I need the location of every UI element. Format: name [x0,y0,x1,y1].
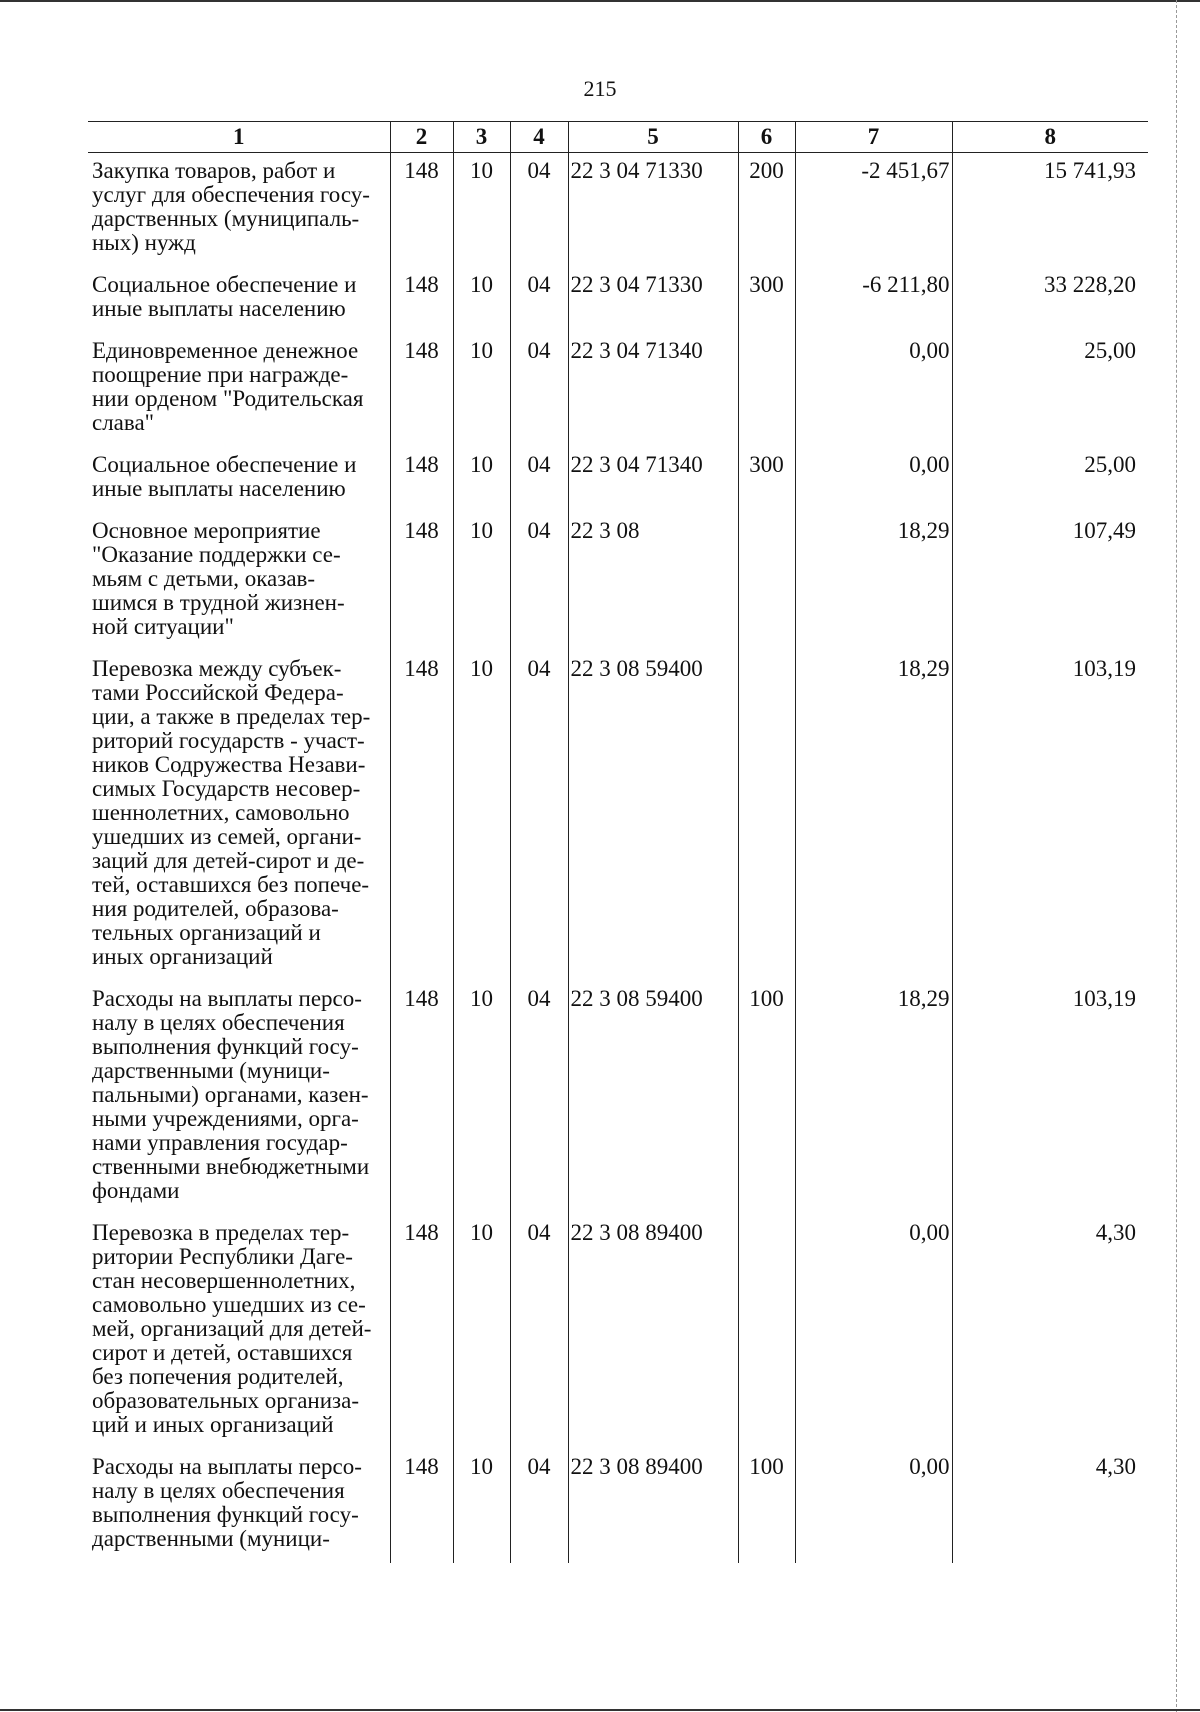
cell-change-amount: -2 451,67 [795,153,952,268]
cell-subsection: 04 [510,1449,568,1563]
cell-target-article: 22 3 04 71340 [568,333,738,447]
table-row [88,447,1148,513]
cell-name-line: ушедших из семей, органи- [92,824,362,849]
table-header [88,122,1148,153]
cell-change-amount: 0,00 [795,1449,952,1563]
cell-total-amount: 15 741,93 [952,153,1148,268]
cell-name [88,153,390,268]
cell-name-line: без попечения родителей, [92,1364,344,1389]
cell-subsection: 04 [510,1215,568,1449]
cell-name-line: мей, организаций для детей- [92,1316,372,1341]
cell-section: 10 [453,267,510,333]
budget-table [88,121,1148,1563]
cell-name-line: ственными внебюджетными [92,1154,370,1179]
cell-target-article: 22 3 08 59400 [568,651,738,981]
cell-name [88,447,390,513]
cell-name-line: Социальное обеспечение и [92,272,357,297]
header-col-2: 2 [390,122,453,153]
cell-section: 10 [453,651,510,981]
cell-name-line: дарственными (муници- [92,1058,330,1083]
cell-change-amount: 0,00 [795,447,952,513]
cell-name-line: шимся в трудной жизнен- [92,590,345,615]
cell-grbs: 148 [390,981,453,1215]
cell-name [88,333,390,447]
cell-name-line: нами управления государ- [92,1130,348,1155]
cell-name-line: риторий государств - участ- [92,728,365,753]
cell-grbs: 148 [390,513,453,651]
cell-target-article: 22 3 08 89400 [568,1215,738,1449]
header-col-8: 8 [952,122,1148,153]
cell-total-amount: 4,30 [952,1449,1148,1563]
cell-subsection: 04 [510,267,568,333]
cell-target-article: 22 3 04 71330 [568,153,738,268]
cell-name-line: мьям с детьми, оказав- [92,566,316,591]
cell-change-amount: -6 211,80 [795,267,952,333]
cell-subsection: 04 [510,153,568,268]
cell-change-amount: 18,29 [795,513,952,651]
cell-name-line: иные выплаты населению [92,296,346,321]
cell-subsection: 04 [510,981,568,1215]
cell-total-amount: 103,19 [952,651,1148,981]
cell-name-line: Расходы на выплаты персо- [92,986,362,1011]
cell-name-line: ния родителей, образова- [92,896,339,921]
cell-name-line: дарственных (муниципаль- [92,206,360,231]
cell-target-article: 22 3 08 [568,513,738,651]
cell-name-line: ников Содружества Незави- [92,752,366,777]
cell-name-line: шеннолетних, самовольно [92,800,350,825]
cell-subsection: 04 [510,651,568,981]
cell-target-article: 22 3 04 71330 [568,267,738,333]
cell-change-amount: 0,00 [795,333,952,447]
cell-section: 10 [453,333,510,447]
cell-name-line: выполнения функций госу- [92,1034,359,1059]
cell-expense-type: 100 [738,1449,795,1563]
cell-name-line: Расходы на выплаты персо- [92,1454,362,1479]
scan-edge-right [1176,0,1177,1712]
cell-name-line: поощрение при награжде- [92,362,349,387]
table-row [88,981,1148,1215]
cell-grbs: 148 [390,1449,453,1563]
cell-name-line: налу в целях обеспечения [92,1010,345,1035]
cell-name [88,267,390,333]
cell-section: 10 [453,1215,510,1449]
table-row [88,1215,1148,1449]
cell-name-line: ций и иных организаций [92,1412,334,1437]
cell-name-line: самовольно ушедших из се- [92,1292,366,1317]
table-row [88,267,1148,333]
cell-name-line: фондами [92,1178,180,1203]
cell-expense-type [738,1215,795,1449]
cell-name-line: ции, а также в пределах тер- [92,704,371,729]
cell-expense-type [738,333,795,447]
cell-name-line: выполнения функций госу- [92,1502,359,1527]
cell-total-amount: 107,49 [952,513,1148,651]
cell-name-line: заций для детей-сирот и де- [92,848,365,873]
cell-name-line: Основное мероприятие [92,518,321,543]
header-col-5: 5 [568,122,738,153]
cell-grbs: 148 [390,153,453,268]
cell-grbs: 148 [390,267,453,333]
cell-change-amount: 0,00 [795,1215,952,1449]
cell-total-amount: 4,30 [952,1215,1148,1449]
cell-total-amount: 25,00 [952,333,1148,447]
cell-name-line: ными учреждениями, орга- [92,1106,359,1131]
cell-subsection: 04 [510,333,568,447]
table-row [88,513,1148,651]
table-row [88,333,1148,447]
cell-name [88,981,390,1215]
cell-name-line: симых Государств несовер- [92,776,361,801]
cell-grbs: 148 [390,333,453,447]
cell-grbs: 148 [390,651,453,981]
cell-expense-type: 300 [738,447,795,513]
cell-name-line: услуг для обеспечения госу- [92,182,370,207]
cell-name-line: Единовременное денежное [92,338,359,363]
cell-name-line: сирот и детей, оставшихся [92,1340,353,1365]
cell-change-amount: 18,29 [795,981,952,1215]
cell-section: 10 [453,153,510,268]
cell-grbs: 148 [390,447,453,513]
cell-name-line: пальными) органами, казен- [92,1082,369,1107]
cell-expense-type: 200 [738,153,795,268]
cell-expense-type [738,651,795,981]
cell-target-article: 22 3 08 59400 [568,981,738,1215]
cell-name-line: Социальное обеспечение и [92,452,357,477]
header-col-7: 7 [795,122,952,153]
cell-name-line: налу в целях обеспечения [92,1478,345,1503]
cell-target-article: 22 3 04 71340 [568,447,738,513]
header-col-3: 3 [453,122,510,153]
page-number: 215 [583,76,617,101]
cell-subsection: 04 [510,447,568,513]
cell-name-line: иные выплаты населению [92,476,346,501]
header-col-1: 1 [88,122,390,153]
cell-total-amount: 25,00 [952,447,1148,513]
cell-total-amount: 103,19 [952,981,1148,1215]
header-col-4: 4 [510,122,568,153]
header-row [88,122,1148,153]
table-row [88,651,1148,981]
header-col-6: 6 [738,122,795,153]
table-row [88,153,1148,268]
cell-name-line: нии орденом "Родительская [92,386,364,411]
cell-section: 10 [453,513,510,651]
cell-name-line: ритории Республики Даге- [92,1244,353,1269]
cell-section: 10 [453,981,510,1215]
cell-name-line: ной ситуации" [92,614,234,639]
cell-name [88,1215,390,1449]
cell-section: 10 [453,447,510,513]
cell-name-line: дарственными (муници- [92,1526,330,1551]
cell-expense-type: 100 [738,981,795,1215]
cell-change-amount: 18,29 [795,651,952,981]
cell-name [88,651,390,981]
scan-edge-bottom [0,1709,1200,1711]
cell-name-line: стан несовершеннолетних, [92,1268,356,1293]
cell-name-line: "Оказание поддержки се- [92,542,341,567]
cell-name [88,1449,390,1563]
scan-edge-top [0,0,1200,2]
cell-name-line: иных организаций [92,944,273,969]
cell-name-line: тей, оставшихся без попече- [92,872,370,897]
cell-name-line: Перевозка в пределах тер- [92,1220,350,1245]
cell-name [88,513,390,651]
cell-expense-type [738,513,795,651]
cell-expense-type: 300 [738,267,795,333]
cell-total-amount: 33 228,20 [952,267,1148,333]
cell-grbs: 148 [390,1215,453,1449]
cell-name-line: слава" [92,410,155,435]
cell-section: 10 [453,1449,510,1563]
cell-target-article: 22 3 08 89400 [568,1449,738,1563]
table-row [88,1449,1148,1563]
cell-name-line: тельных организаций и [92,920,321,945]
cell-name-line: образовательных организа- [92,1388,359,1413]
table-body [88,153,1148,1564]
cell-name-line: тами Российской Федера- [92,680,344,705]
cell-name-line: Перевозка между субъек- [92,656,342,681]
cell-name-line: Закупка товаров, работ и [92,158,336,183]
cell-subsection: 04 [510,513,568,651]
cell-name-line: ных) нужд [92,230,196,255]
